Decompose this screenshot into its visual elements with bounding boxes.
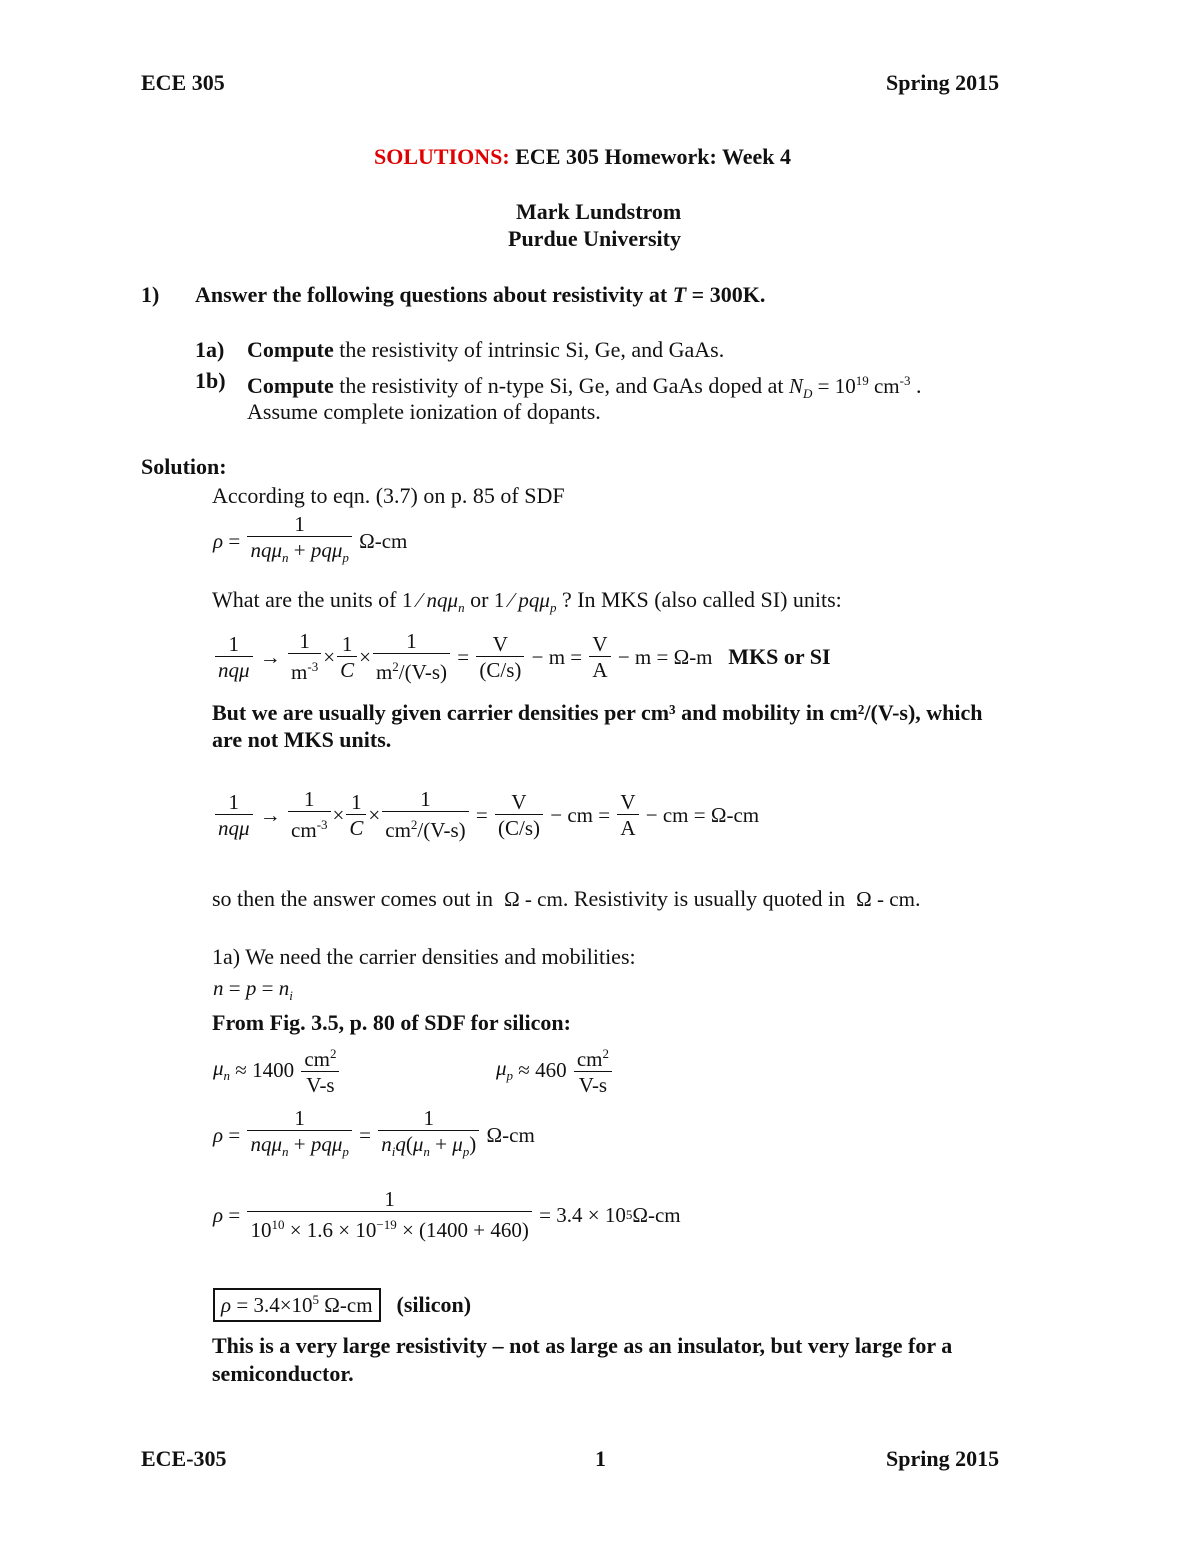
author-name: Mark Lundstrom [516,199,682,224]
resistivity-formula: ρ = $\frac{1}{nq\mu_n + pq\mu_p}$ Ω-cm [213,512,408,566]
part-b-assumption: Assume complete ionization of dopants. [247,399,601,424]
temperature-value: = 300K. [686,282,766,307]
document-title [374,144,791,170]
figure-reference: From Fig. 3.5, p. 80 of SDF for silicon: [212,1010,571,1035]
units-conclusion: so then the answer comes out in Ω - cm. Resistivity is usually quoted in Ω - cm. [212,886,921,911]
material-label: (silicon) [396,1292,472,1317]
part-a-text [247,337,724,363]
mks-unit-derivation: $\frac{1}{\text{nqμ}}$ → $\frac{1}{m^{-3}}$ × $\frac{1}{C}$ × $\frac{1}{m^2/(V-s)}$ = $\frac{V}{(C/s)}$ − m = $\frac{V}{A}$ − m = Ω-m MKS or SI [213,629,831,685]
title-text: ECE 305 Homework: Week 4 [515,144,792,169]
part-b-body: the resistivity of n-type Si, Ge, and GaAs doped at [333,373,789,398]
part-a-body: the resistivity of intrinsic Si, Ge, and GaAs. [333,337,725,362]
mks-label: MKS or SI [728,644,831,669]
conclusion-line1: This is a very large resistivity – not as large as an insulator, but very large for a [212,1333,953,1358]
units-conclusion-middle: . Resistivity is usually quoted in [562,886,851,911]
units-question: What are the units of 1 ⁄ nqμ$_n$ or 1 ⁄ pqμ$_p$ ? In MKS (also called SI) units: [212,587,842,616]
units-question-start: What are the units of [212,587,402,612]
part-a-heading: 1a) We need the carrier densities and mobilities: [212,944,636,969]
electron-mobility: $\mu_n$ ≈ 1400 $\frac{cm^2}{V-s}$ [213,1042,341,1098]
solutions-label: SOLUTIONS: [374,144,510,169]
header-course: ECE 305 [141,70,225,95]
intrinsic-resistivity-formula: ρ = $\frac{1}{nq\mu_n + pq\mu_p}$ = $\frac{1}{n_iq(\mu_n + \mu_p)}$ Ω-cm [213,1106,535,1160]
part-a-verb: Compute [247,337,334,362]
intrinsic-relation: $n = p = n_i$ [213,976,293,1004]
solution-heading: Solution: [141,454,227,479]
footer-term: Spring 2015 [886,1446,1000,1471]
result-exponent: 5 [312,1292,320,1307]
units-note-line1: But we are usually given carrier densities per cm³ and mobility in cm²/(V-s), which [212,700,983,725]
cgs-unit-derivation: $\frac{1}{\text{nqμ}}$ → $\frac{1}{cm^{-3}}$ × $\frac{1}{C}$ × $\frac{1}{cm^2/(V-s)}$ = $\frac{V}{(C/s)}$ − cm = $\frac{V}{A}$ − cm = Ω-cm [213,787,759,843]
units-note-line2: are not MKS units. [212,727,392,752]
problem-number: 1) [141,282,160,307]
result-mantissa: 3.4×10 [253,1293,313,1317]
units-conclusion-end: . [914,886,921,911]
boxed-result-row [213,1288,471,1322]
electron-mobility-value: 1400 [252,1057,295,1082]
part-b-verb: Compute [247,373,334,398]
numeric-evaluation: ρ = $\frac{1}{10^{10} \times 1.6 \times 10^{-19} \times (1400 + 460)}$ = 3.4 × 10 5 Ω-cm [213,1187,681,1242]
header-term: Spring 2015 [886,70,1000,95]
units-question-or: or [464,587,494,612]
units-conclusion-start: so then the answer comes out in [212,886,499,911]
author-affiliation: Purdue University [508,226,681,251]
part-a-label: 1a) [195,337,225,362]
equation-reference: According to eqn. (3.7) on p. 85 of SDF [212,483,565,508]
units-question-end: ? In MKS (also called SI) units: [556,587,842,612]
part-b-label: 1b) [195,368,226,393]
page-number: 1 [595,1446,606,1471]
footer-course: ECE-305 [141,1446,227,1471]
conclusion-line2: semiconductor. [212,1361,354,1386]
boxed-result: $\rho = 3.4\times 10^5$ Ω-cm [213,1288,381,1322]
problem-stem [195,282,765,308]
problem-stem-text: Answer the following questions about resistivity at [195,282,673,307]
doping-equation: $N_D = 10^{19}$ $cm^{-3}$ [788,373,911,402]
hole-mobility-value: 460 [535,1057,567,1082]
hole-mobility: $\mu_p$ ≈ 460 $\frac{cm^2}{V-s}$ [496,1042,614,1098]
part-b-text: Compute the resistivity of n-type Si, Ge, and GaAs doped at $N_D = 10^{19}$ $cm^{-3}$ . [247,373,922,402]
temperature-symbol: T [672,282,687,307]
